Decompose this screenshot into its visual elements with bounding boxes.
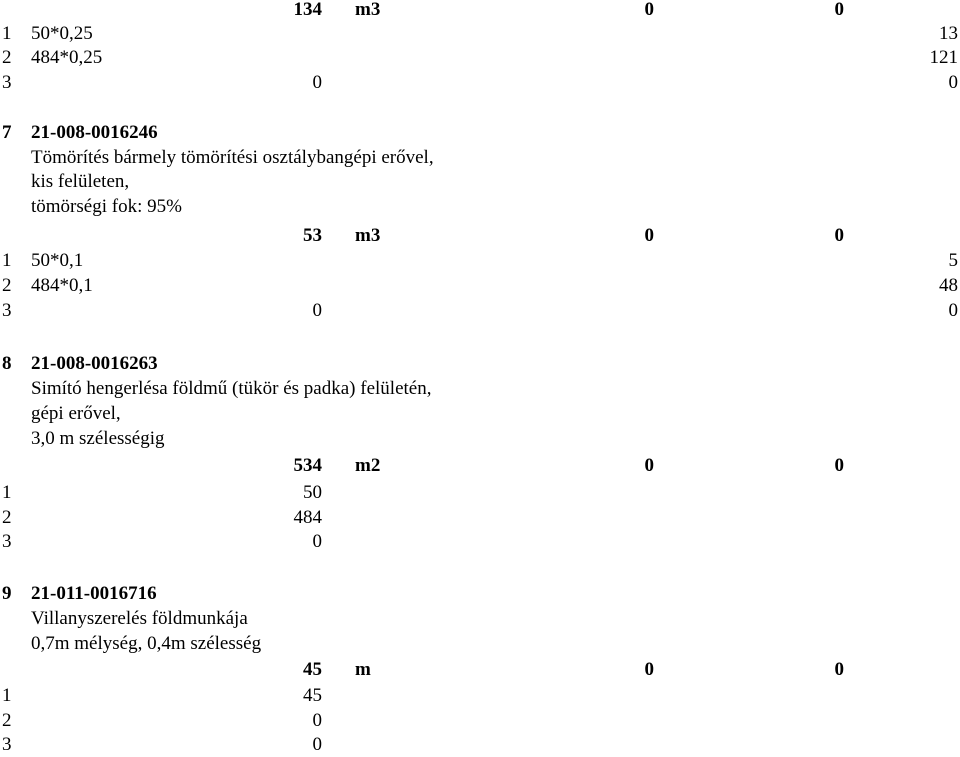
formula-value: 50 — [303, 482, 322, 503]
description-text: Simító hengerlésa földmű (tükör és padka) felületén, — [31, 378, 432, 399]
row-number: 3 — [2, 734, 12, 755]
item-header-row — [0, 354, 960, 376]
item-number: 9 — [2, 583, 12, 604]
formula-value: 0 — [312, 300, 322, 321]
description-text: 0,7m mélység, 0,4m szélesség — [31, 633, 262, 654]
item-header-row — [0, 123, 960, 145]
item-number: 8 — [2, 353, 12, 374]
item-description-line — [0, 404, 960, 426]
total-price-value: 0 — [834, 225, 844, 246]
row-number: 3 — [2, 531, 12, 552]
item-description-line — [0, 634, 960, 656]
calc-row — [0, 508, 960, 530]
row-number: 1 — [2, 685, 12, 706]
description-text: tömörségi fok: 95% — [31, 196, 182, 217]
total-price-value: 0 — [834, 0, 844, 20]
formula-value: 0 — [312, 710, 322, 731]
quantity-summary-row — [0, 456, 960, 478]
row-number: 2 — [2, 710, 12, 731]
calc-row — [0, 73, 960, 95]
total-price-value: 0 — [834, 455, 844, 476]
unit-label: m3 — [355, 0, 381, 20]
item-description-line — [0, 609, 960, 631]
description-text: Tömörítés bármely tömörítési osztálybangépi erővel, — [31, 147, 434, 168]
formula-value: 0 — [312, 72, 322, 93]
result-value: 0 — [948, 72, 958, 93]
description-text: kis felületen, — [31, 171, 130, 192]
item-code: 21-011-0016716 — [31, 583, 157, 604]
formula-text: 484*0,1 — [31, 275, 93, 296]
calc-row — [0, 301, 960, 323]
row-number: 2 — [2, 507, 12, 528]
result-value: 48 — [939, 275, 958, 296]
quantity-value: 53 — [303, 225, 322, 246]
formula-value: 484 — [293, 507, 322, 528]
calc-row — [0, 735, 960, 757]
item-description-line — [0, 197, 960, 219]
unit-price-value: 0 — [644, 0, 654, 20]
result-value: 121 — [929, 47, 958, 68]
description-text: Villanyszerelés földmunkája — [31, 608, 248, 629]
item-description-line — [0, 429, 960, 451]
row-number: 2 — [2, 47, 12, 68]
item-code: 21-008-0016263 — [31, 353, 158, 374]
formula-text: 484*0,25 — [31, 47, 103, 68]
quantity-value: 534 — [293, 455, 322, 476]
formula-value: 45 — [303, 685, 322, 706]
calc-row — [0, 483, 960, 505]
formula-value: 0 — [312, 531, 322, 552]
quantity-summary-row — [0, 660, 960, 682]
item-description-line — [0, 148, 960, 170]
result-value: 0 — [948, 300, 958, 321]
total-price-value: 0 — [834, 659, 844, 680]
calc-row — [0, 686, 960, 708]
calc-row — [0, 251, 960, 273]
item-description-line — [0, 379, 960, 401]
item-header-row — [0, 584, 960, 606]
item-code: 21-008-0016246 — [31, 122, 158, 143]
quantity-value: 134 — [293, 0, 322, 20]
calc-row — [0, 711, 960, 733]
unit-price-value: 0 — [644, 225, 654, 246]
description-text: gépi erővel, — [31, 403, 121, 424]
description-text: 3,0 m szélességig — [31, 428, 165, 449]
formula-text: 50*0,25 — [31, 23, 93, 44]
quantity-summary-row — [0, 226, 960, 248]
result-value: 5 — [948, 250, 958, 271]
formula-text: 50*0,1 — [31, 250, 84, 271]
row-number: 3 — [2, 300, 12, 321]
formula-value: 0 — [312, 734, 322, 755]
result-value: 13 — [939, 23, 958, 44]
item-number: 7 — [2, 122, 12, 143]
row-number: 2 — [2, 275, 12, 296]
unit-label: m — [355, 659, 371, 680]
calc-row — [0, 48, 960, 70]
row-number: 1 — [2, 23, 12, 44]
item-description-line — [0, 172, 960, 194]
calc-row — [0, 532, 960, 554]
unit-label: m3 — [355, 225, 381, 246]
unit-price-value: 0 — [644, 659, 654, 680]
unit-price-value: 0 — [644, 455, 654, 476]
quantity-value: 45 — [303, 659, 322, 680]
unit-label: m2 — [355, 455, 381, 476]
calc-row — [0, 24, 960, 46]
row-number: 1 — [2, 250, 12, 271]
row-number: 1 — [2, 482, 12, 503]
row-number: 3 — [2, 72, 12, 93]
quantity-summary-row — [0, 0, 960, 22]
calc-row — [0, 276, 960, 298]
